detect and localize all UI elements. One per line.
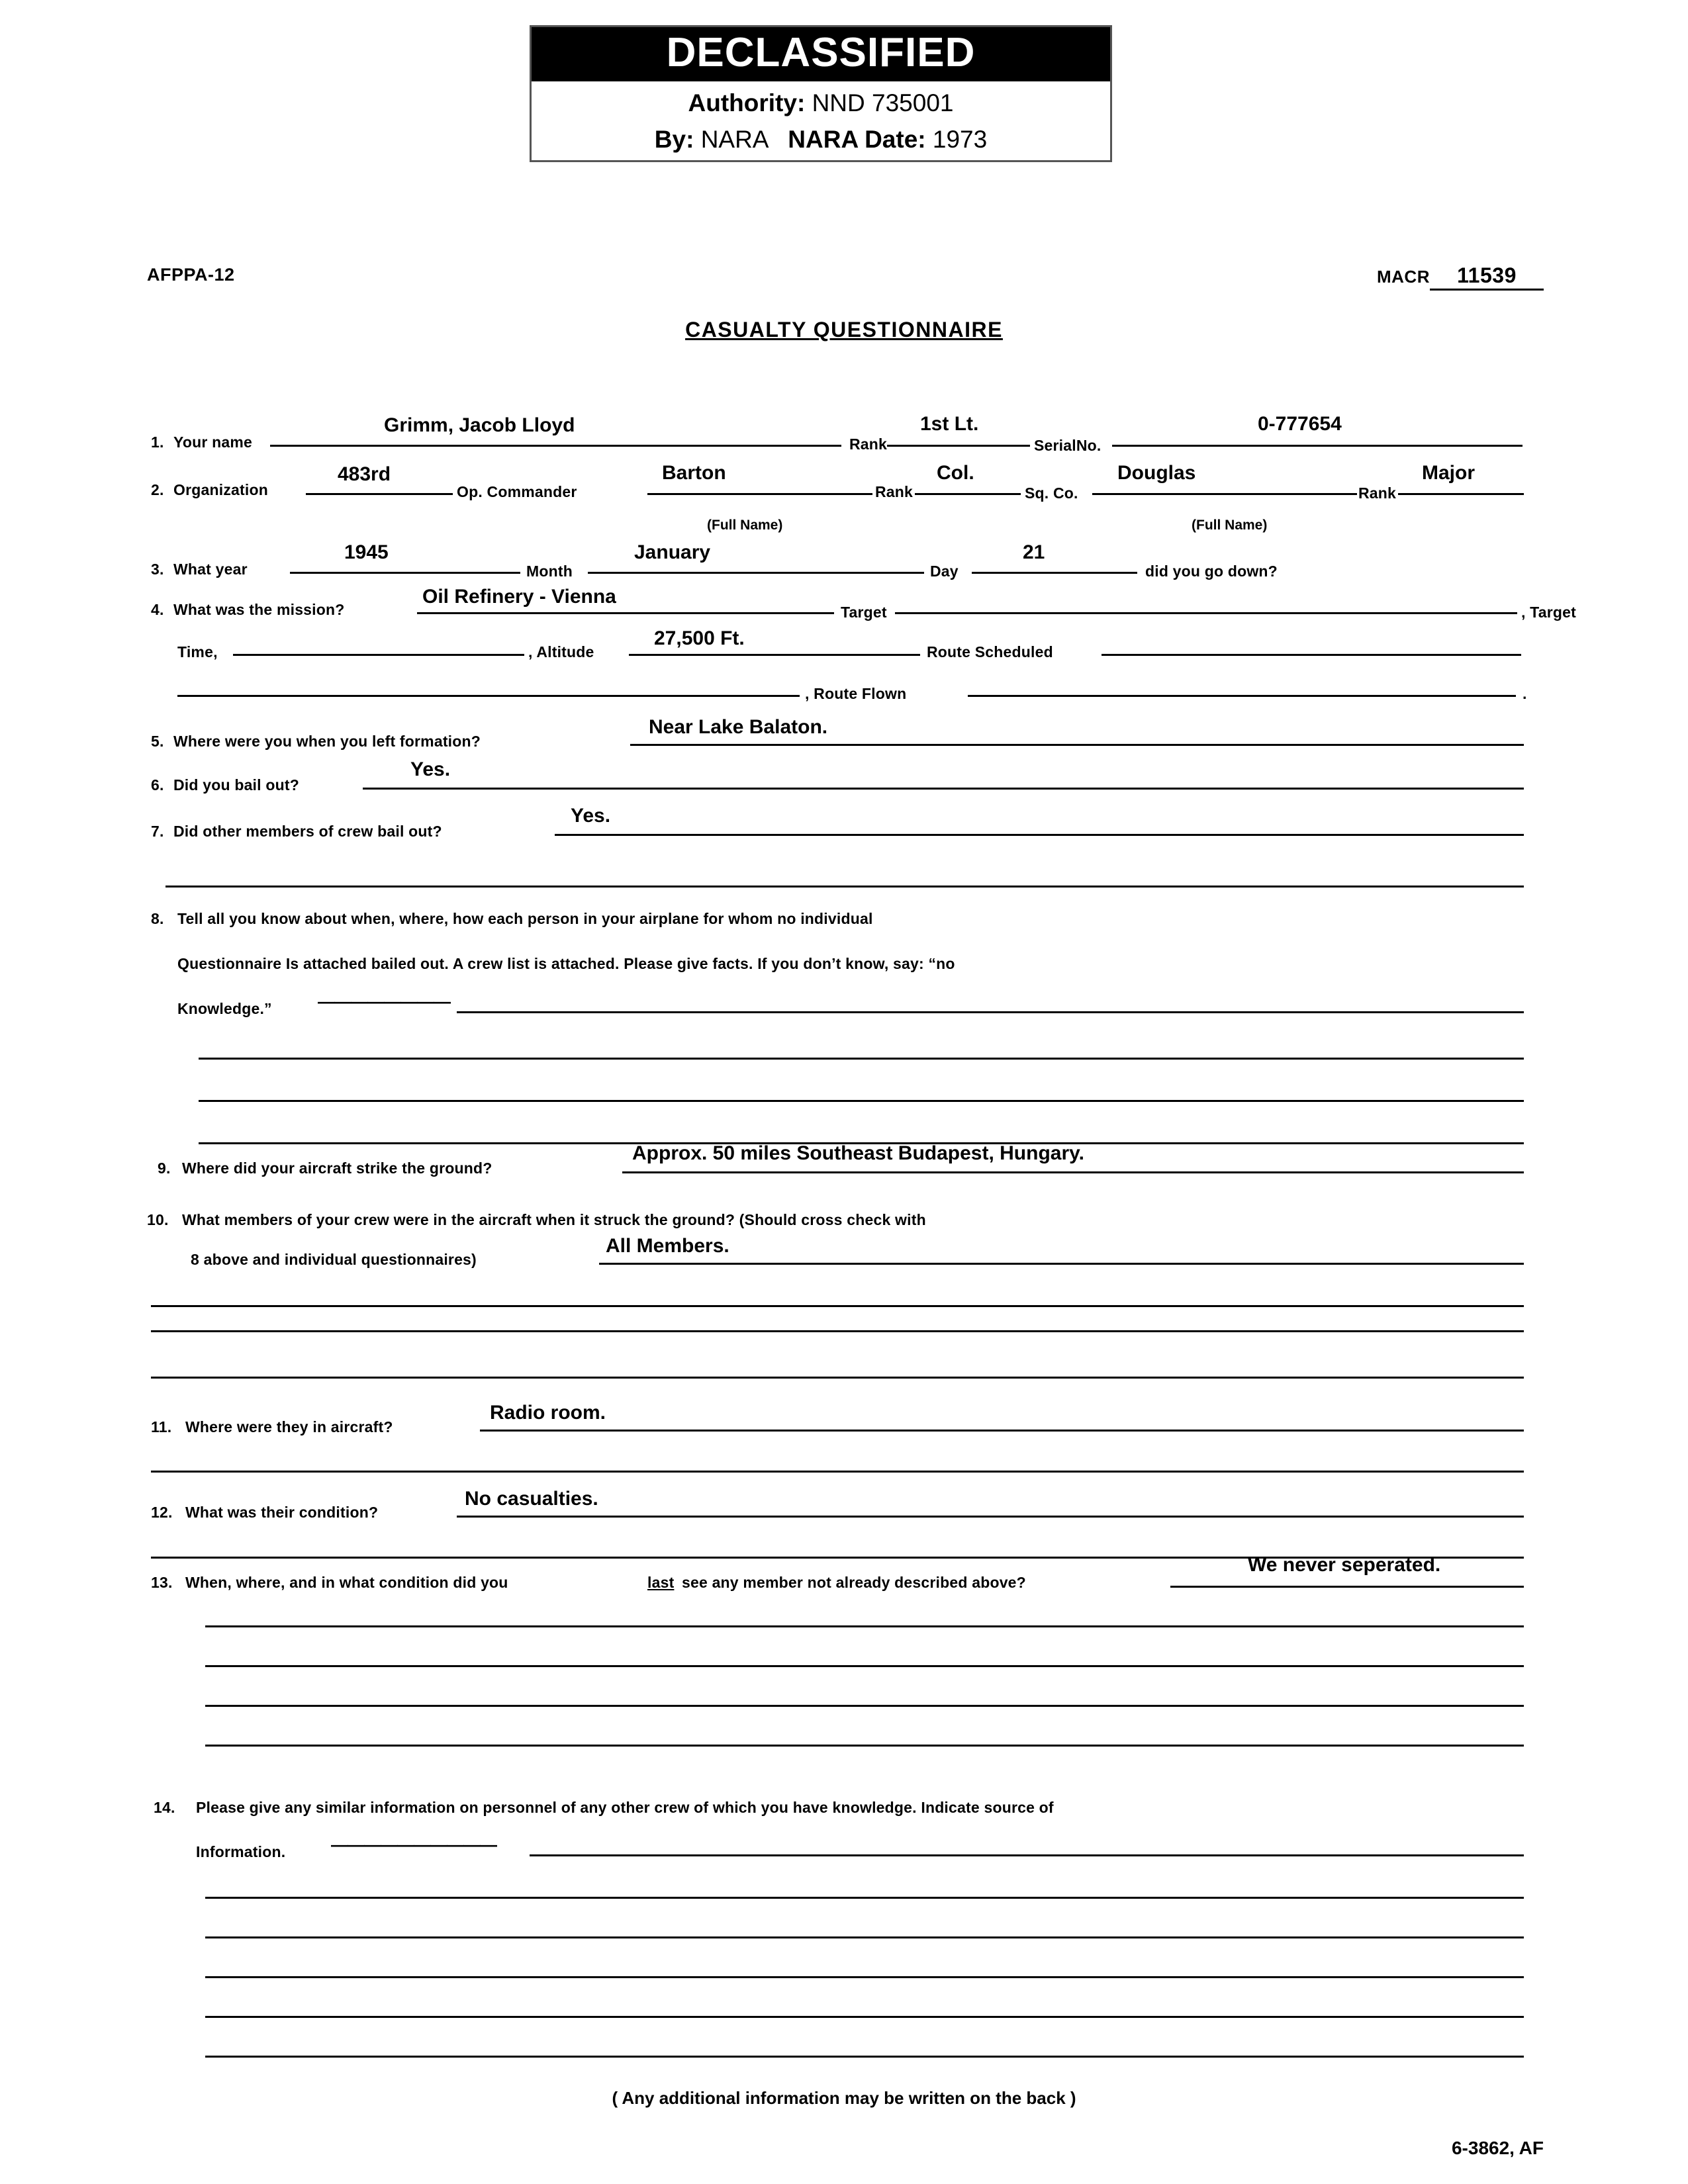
q3-label: What year: [173, 561, 248, 578]
q4-altitude-label: , Altitude: [528, 643, 594, 660]
stamp-by-line: [532, 118, 1110, 154]
q11-label: Where were they in aircraft?: [185, 1418, 393, 1435]
q10-line1: What members of your crew were in the aircraft when it struck the ground? (Should cross check with: [182, 1211, 926, 1228]
q13-value: We never seperated.: [1248, 1554, 1441, 1576]
q10-value: All Members.: [606, 1235, 729, 1257]
q13-label-underlined: last: [647, 1574, 675, 1591]
form-identifier: AFPPA-12: [147, 265, 235, 285]
q3-year-rule: [290, 572, 520, 574]
stamp-authority-label: Authority:: [688, 89, 806, 116]
q10-rule-2: [151, 1305, 1524, 1307]
q4-time-label: Time,: [177, 643, 218, 660]
q11-value: Radio room.: [490, 1402, 606, 1424]
q8-line3: Knowledge.”: [177, 1000, 272, 1017]
q4-route-flown-label: , Route Flown: [805, 685, 907, 702]
q14-rule-3: [205, 1936, 1524, 1938]
q8-rule-3: [199, 1100, 1524, 1102]
q3-month-label: Month: [526, 563, 573, 580]
q2-org-rule: [306, 493, 453, 495]
q4-number: 4.: [151, 601, 164, 618]
q2-org-value: 483rd: [338, 463, 391, 485]
q4-target-tail-label: , Target: [1521, 604, 1576, 621]
macr-value: 11539: [1430, 263, 1544, 291]
q6-number: 6.: [151, 776, 164, 794]
q2-number: 2.: [151, 481, 164, 498]
q4-target-label: Target: [841, 604, 887, 621]
q4-period: .: [1523, 685, 1527, 702]
q2-op-commander-value: Barton: [662, 462, 726, 484]
q14-line1: Please give any similar information on personnel of any other crew of which you have knowledge. Indicate source of: [196, 1799, 1054, 1816]
q4-route-flown-rule-left: [177, 695, 800, 697]
q14-rule-2: [205, 1897, 1524, 1899]
q8-rule-2: [199, 1058, 1524, 1060]
q2-fullname-note-1: (Full Name): [707, 518, 783, 533]
macr-label: MACR: [1377, 267, 1430, 287]
q2-sq-co-label: Sq. Co.: [1025, 484, 1078, 502]
q4-mission-rule: [417, 612, 834, 614]
q1-name-value: Grimm, Jacob Lloyd: [384, 414, 575, 436]
q4-label: What was the mission?: [173, 601, 345, 618]
q1-rank-value: 1st Lt.: [920, 413, 979, 435]
q1-rank-label: Rank: [849, 435, 888, 453]
q5-value: Near Lake Balaton.: [649, 716, 828, 738]
q13-rule-4: [205, 1705, 1524, 1707]
q3-number: 3.: [151, 561, 164, 578]
stamp-date-value: 1973: [932, 125, 988, 153]
q7-number: 7.: [151, 823, 164, 840]
q3-tail-label: did you go down?: [1145, 563, 1278, 580]
q2-rank2-value: Major: [1422, 462, 1476, 484]
q3-day-rule: [972, 572, 1137, 574]
q2-sq-co-value: Douglas: [1117, 462, 1196, 484]
q2-rank1-rule: [915, 493, 1021, 495]
q11-rule-2: [151, 1471, 1524, 1473]
q7-value: Yes.: [571, 805, 611, 827]
q13-number: 13.: [151, 1574, 173, 1591]
q9-number: 9.: [158, 1160, 171, 1177]
q14-rule-1: [530, 1854, 1524, 1856]
q7-rule: [555, 834, 1524, 836]
q8-strikeout: ————————: [318, 991, 450, 1011]
q11-number: 11.: [151, 1418, 172, 1435]
footer-form-number: 6-3862, AF: [1451, 2138, 1544, 2158]
stamp-by-value: NARA: [700, 125, 768, 153]
declassified-banner: DECLASSIFIED: [532, 27, 1110, 81]
q4-time-rule: [233, 654, 524, 656]
q10-number: 10.: [147, 1211, 169, 1228]
q12-number: 12.: [151, 1504, 173, 1521]
q2-rank1-value: Col.: [937, 462, 974, 484]
q5-label: Where were you when you left formation?: [173, 733, 481, 750]
q3-month-value: January: [634, 541, 711, 563]
q14-rule-6: [205, 2056, 1524, 2058]
stamp-authority-line: [532, 81, 1110, 118]
q1-rank-rule: [887, 445, 1030, 447]
q3-year-value: 1945: [344, 541, 389, 563]
q14-strikeout: ——————————: [331, 1835, 496, 1854]
q8-line2: Questionnaire Is attached bailed out. A crew list is attached. Please give facts. If you don’t know, say: “no: [177, 955, 955, 972]
q5-rule: [630, 744, 1524, 746]
q3-day-label: Day: [930, 563, 959, 580]
stamp-by-label: By:: [654, 125, 694, 153]
q9-value: Approx. 50 miles Southeast Budapest, Hungary.: [632, 1142, 1084, 1164]
q13-rule-2: [205, 1625, 1524, 1627]
q13-rule: [1170, 1586, 1524, 1588]
q4-route-scheduled-rule: [1102, 654, 1521, 656]
q2-rank2-label: Rank: [1358, 484, 1397, 502]
declassified-stamp: [530, 25, 1112, 162]
q8-rule-1: [457, 1011, 1524, 1013]
q3-day-value: 21: [1023, 541, 1045, 563]
q12-value: No casualties.: [465, 1488, 598, 1510]
q13-label-a: When, where, and in what condition did you: [185, 1574, 508, 1591]
q13-rule-5: [205, 1745, 1524, 1747]
q8-line1: Tell all you know about when, where, how each person in your airplane for whom no individual: [177, 910, 873, 927]
q10-rule-4: [151, 1377, 1524, 1379]
q13-rule-3: [205, 1665, 1524, 1667]
q9-label: Where did your aircraft strike the ground?: [182, 1160, 492, 1177]
q10-line2: 8 above and individual questionnaires): [191, 1251, 477, 1268]
q6-value: Yes.: [410, 758, 451, 780]
q4-altitude-value: 27,500 Ft.: [654, 627, 745, 649]
q10-rule: [599, 1263, 1524, 1265]
q10-rule-3: [151, 1330, 1524, 1332]
q1-number: 1.: [151, 433, 164, 451]
q6-rule: [363, 788, 1524, 790]
q12-label: What was their condition?: [185, 1504, 379, 1521]
q2-rank2-rule: [1398, 493, 1524, 495]
page-title: CASUALTY QUESTIONNAIRE: [685, 318, 1003, 341]
q1-serial-rule: [1112, 445, 1523, 447]
q14-line2: Information.: [196, 1843, 286, 1860]
q2-fullname-note-2: (Full Name): [1192, 518, 1268, 533]
q12-rule: [457, 1516, 1524, 1518]
q3-month-rule: [588, 572, 924, 574]
q7-label: Did other members of crew bail out?: [173, 823, 442, 840]
q14-number: 14.: [154, 1799, 175, 1816]
q8-number: 8.: [151, 910, 164, 927]
q2-op-commander-rule: [647, 493, 872, 495]
q11-rule: [480, 1430, 1524, 1432]
q5-number: 5.: [151, 733, 164, 750]
stamp-authority-value: NND 735001: [812, 89, 954, 116]
q1-name-rule: [270, 445, 841, 447]
footer-note: ( Any additional information may be written on the back ): [612, 2088, 1076, 2108]
q7-rule-2: [165, 886, 1524, 887]
macr-field: [1377, 263, 1544, 291]
q6-label: Did you bail out?: [173, 776, 299, 794]
q1-label: Your name: [173, 433, 252, 451]
q13-label-b: see any member not already described above?: [682, 1574, 1026, 1591]
q14-rule-4: [205, 1976, 1524, 1978]
q9-rule: [622, 1171, 1524, 1173]
q2-rank1-label: Rank: [875, 483, 914, 500]
q14-rule-5: [205, 2016, 1524, 2018]
q1-serial-label: SerialNo.: [1034, 437, 1102, 454]
q2-sq-co-rule: [1092, 493, 1357, 495]
q2-label: Organization: [173, 481, 268, 498]
q4-mission-value: Oil Refinery - Vienna: [422, 586, 616, 608]
q1-serial-value: 0-777654: [1258, 413, 1342, 435]
q2-op-commander-label: Op. Commander: [457, 483, 577, 500]
q4-route-flown-rule-right: [968, 695, 1516, 697]
q4-route-scheduled-label: Route Scheduled: [927, 643, 1053, 660]
q4-target-rule: [895, 612, 1517, 614]
q4-altitude-rule: [629, 654, 920, 656]
stamp-date-label: NARA Date:: [788, 125, 926, 153]
